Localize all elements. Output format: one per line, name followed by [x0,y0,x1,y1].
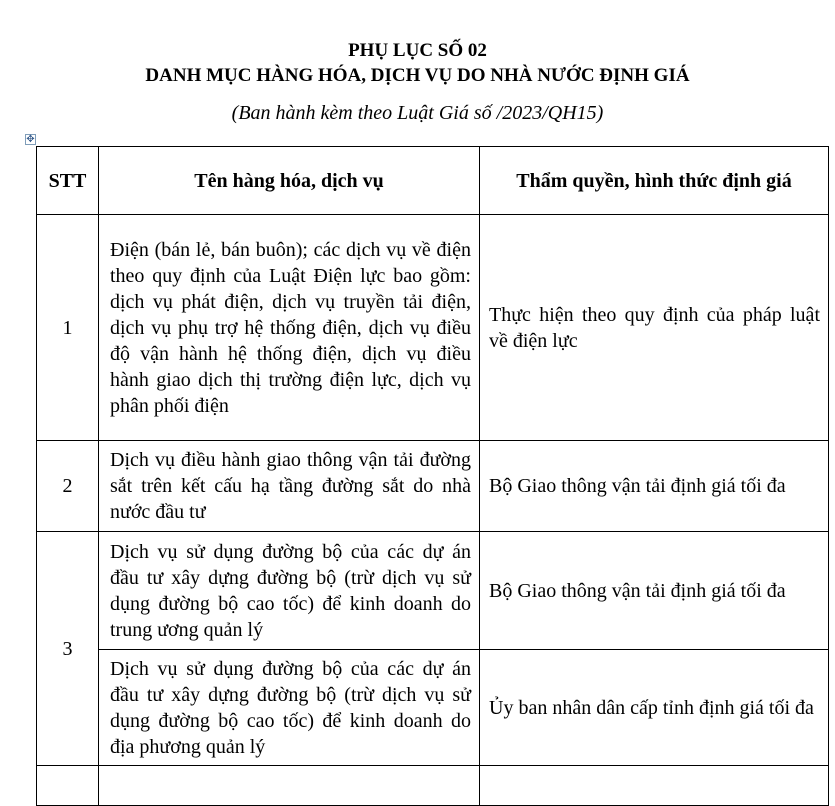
table-move-handle-icon[interactable]: ✥ [26,134,35,145]
price-list-table [36,146,829,806]
row-authority: Ủy ban nhân dân cấp tỉnh định giá tối đa [480,650,829,766]
table-row [37,650,829,766]
appendix-title: DANH MỤC HÀNG HÓA, DỊCH VỤ DO NHÀ NƯỚC ĐỊNH GIÁ [145,65,690,86]
row-stt: 2 [37,441,99,532]
row-name: Dịch vụ sử dụng đường bộ của các dự án đầu tư xây dựng đường bộ (trừ dịch vụ sử dụng đường bộ cao tốc) để kinh doanh do địa phương quản lý [99,650,480,766]
row-authority: Thực hiện theo quy định của pháp luật về điện lực [480,215,829,441]
table-row [37,441,829,532]
header-name: Tên hàng hóa, dịch vụ [99,147,480,215]
row-stt: 3 [37,532,99,766]
row-stt: 1 [37,215,99,441]
table-row-next [37,766,829,806]
row-authority: Bộ Giao thông vận tải định giá tối đa [480,441,829,532]
table-row [37,532,829,650]
row-name: Điện (bán lẻ, bán buôn); các dịch vụ về điện theo quy định của Luật Điện lực bao gồm: dịch vụ phát điện, dịch vụ truyền tải điện, dịch vụ phụ trợ hệ thống điện, dịch vụ điều độ vận hành hệ thống điện, dịch vụ điều hành giao dịch thị trường điện lực, dịch vụ phân phối điện [99,215,480,441]
table-header-row [37,147,829,215]
row-authority [480,766,829,806]
header-stt: STT [37,147,99,215]
row-name: Dịch vụ điều hành giao thông vận tải đường sắt trên kết cấu hạ tầng đường sắt do nhà nước đầu tư [99,441,480,532]
row-authority: Bộ Giao thông vận tải định giá tối đa [480,532,829,650]
table-row [37,215,829,441]
header-authority: Thẩm quyền, hình thức định giá [480,147,829,215]
row-name: Dịch vụ sử dụng đường bộ của các dự án đầu tư xây dựng đường bộ (trừ dịch vụ sử dụng đường bộ cao tốc) để kinh doanh do trung ương quản lý [99,532,480,650]
row-name [99,766,480,806]
row-stt [37,766,99,806]
appendix-number: PHỤ LỤC SỐ 02 [348,40,487,61]
appendix-subtitle: (Ban hành kèm theo Luật Giá số /2023/QH15) [231,102,604,124]
